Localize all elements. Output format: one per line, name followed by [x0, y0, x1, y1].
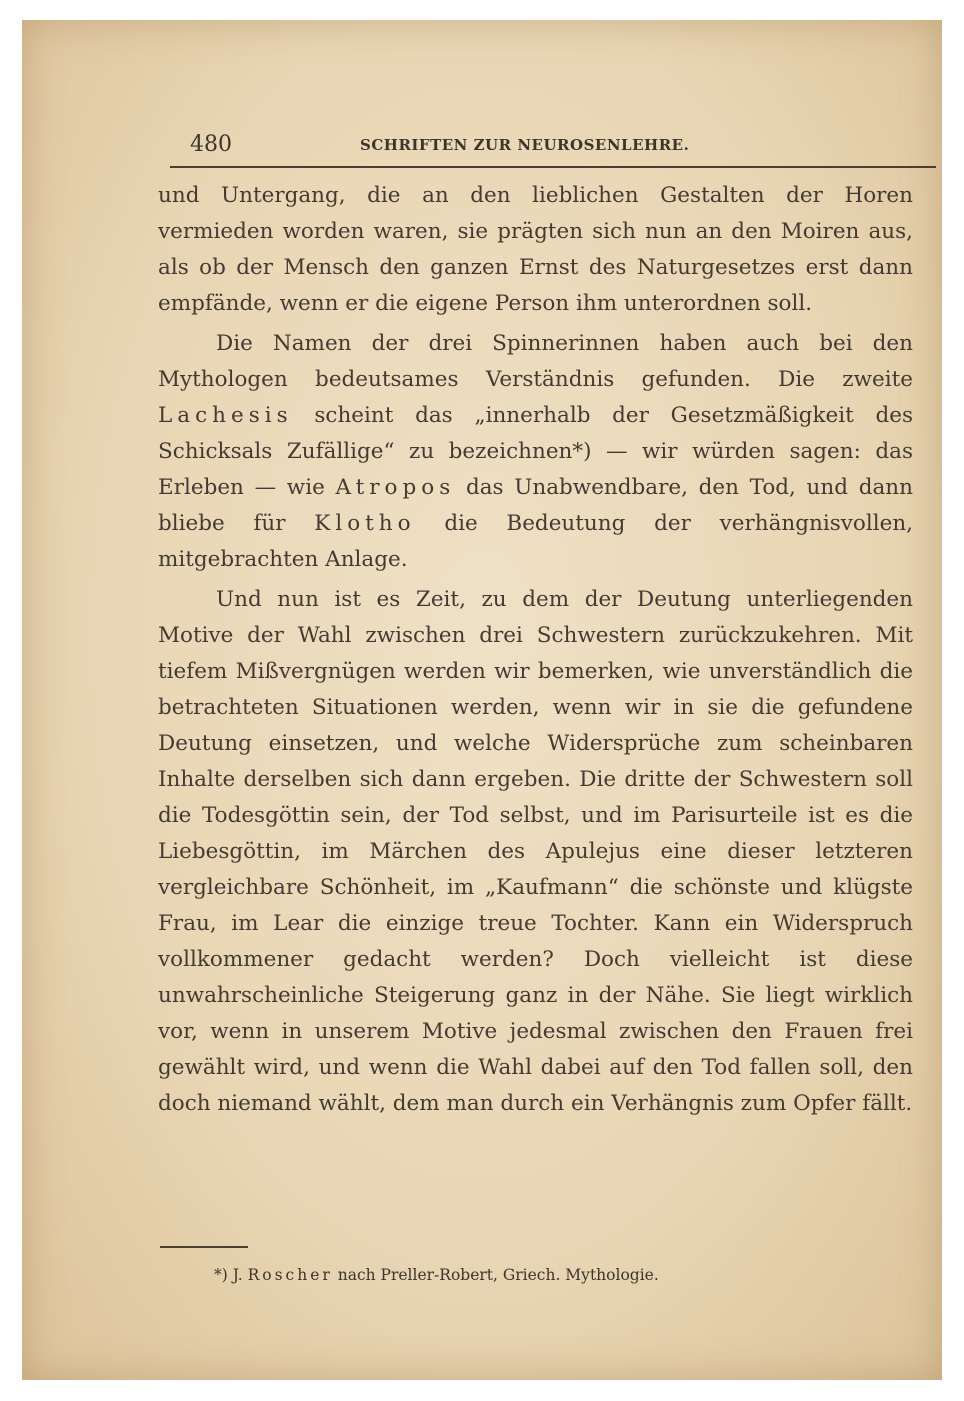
paragraph-2: [158, 326, 913, 578]
footnote-rule: [160, 1246, 248, 1248]
footnote-marker: *) J.: [214, 1266, 248, 1284]
paragraph-2-text-c: das Unabwendbare, den Tod, und dann bliebe für: [158, 475, 913, 536]
page-number: 480: [190, 132, 232, 157]
page-header: [170, 116, 936, 168]
running-head: SCHRIFTEN ZUR NEUROSENLEHRE.: [360, 136, 690, 154]
footnote-text: nach Preller-Robert, Griech. Mythologie.: [332, 1266, 659, 1284]
name-klotho: Klotho: [314, 511, 416, 536]
footnote: [214, 1266, 659, 1284]
paragraph-2-text-d: die Bedeutung der verhängnisvollen, mitgebrachten Anlage.: [158, 511, 913, 572]
paragraph-2-text-b: scheint das „innerhalb der Gesetzmäßigkeit des Schicksals Zufällige“ zu bezeichnen*) — wir würden sagen: das Erleben — wie: [158, 403, 913, 500]
paragraph-2-text-a: Die Namen der drei Spinnerinnen haben auch bei den Mythologen bedeutsames Verständnis gefunden. Die zweite: [158, 331, 913, 392]
paragraph-3: Und nun ist es Zeit, zu dem der Deutung unterliegenden Motive der Wahl zwischen drei Schwestern zurückzukehren. Mit tiefem Mißvergnügen werden wir bemerken, wie unverständlich die betrachteten Situationen werden, wenn wir in sie die gefundene Deutung einsetzen, und welche Widersprüche zum scheinbaren Inhalte derselben sich dann ergeben. Die dritte der Schwestern soll die Todesgöttin sein, der Tod selbst, und im Parisurteile ist es die Liebesgöttin, im Märchen des Apulejus eine dieser letzteren vergleichbare Schönheit, im „Kaufmann“ die schönste und klügste Frau, im Lear die einzige treue Tochter. Kann ein Widerspruch vollkommener gedacht werden? Doch vielleicht ist diese unwahrscheinliche Steigerung ganz in der Nähe. Sie liegt wirklich vor, wenn in unserem Motive jedesmal zwischen den Frauen frei gewählt wird, und wenn die Wahl dabei auf den Tod fallen soll, den doch niemand wählt, dem man durch ein Verhängnis zum Opfer fällt.: [158, 587, 913, 1116]
paragraph-1: und Untergang, die an den lieblichen Gestalten der Horen vermieden worden waren, sie prägten sich nun an den Moiren aus, als ob der Mensch den ganzen Ernst des Naturgesetzes erst dann empfände, wenn er die eigene Person ihm unterordnen soll.: [158, 183, 913, 316]
body-text: [158, 178, 913, 1122]
name-lachesis: Lachesis: [158, 403, 293, 428]
footnote-author: Roscher: [247, 1266, 333, 1284]
name-atropos: Atropos: [335, 475, 456, 500]
